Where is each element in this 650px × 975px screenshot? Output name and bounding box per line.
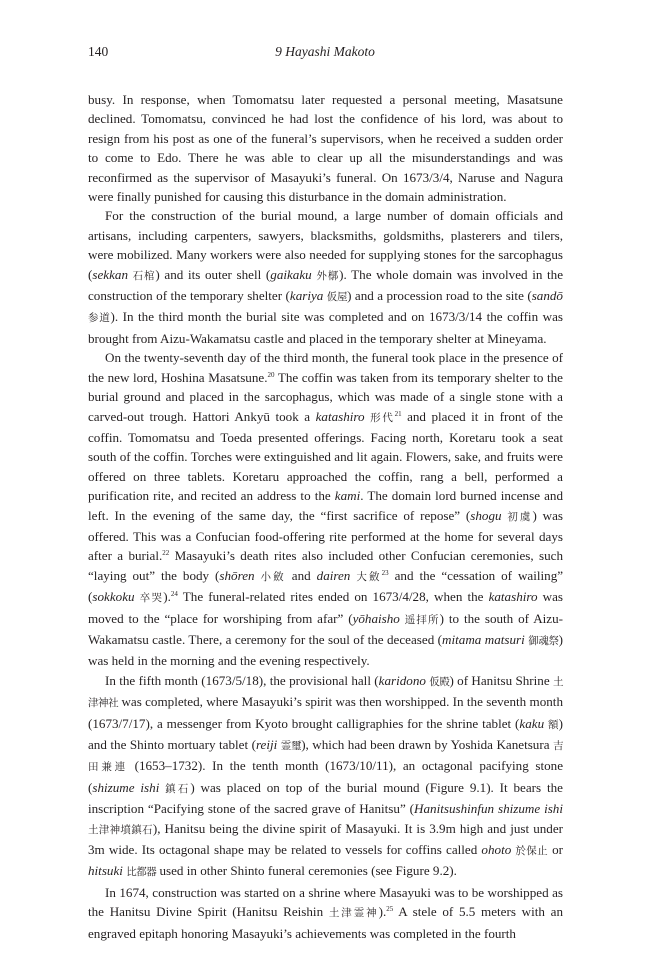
- text-run: ) and a procession road to the site (: [347, 288, 532, 304]
- japanese-term: 仮屋: [326, 291, 348, 304]
- italic-term: kami: [334, 488, 361, 504]
- japanese-term: 土津神墳鎮石: [88, 823, 153, 836]
- text-run: used in other Shinto funeral ceremonies (see Figure 9.2).: [156, 863, 457, 879]
- italic-term: sandō: [531, 288, 563, 304]
- japanese-term: 御魂祭: [528, 634, 559, 647]
- text-run: ).: [163, 589, 171, 605]
- japanese-term: 参道: [88, 312, 111, 325]
- japanese-term: 土津神社: [88, 675, 563, 710]
- italic-term: shogu: [470, 507, 502, 523]
- text-run: In the fifth month (1673/5/18), the provisional hall (: [105, 672, 379, 688]
- text-run: was completed, where Masayuki’s spirit was then worshipped. In the seventh month (1673/7/17), a messenger from Kyoto brought calligraphies for the shrine tablet (: [88, 694, 563, 731]
- text-run: In 1674, construction was started on a shrine where Masayuki was to be worshipped as the Hanitsu Divine Spirit (Hanitsu Reishin: [88, 884, 563, 920]
- paragraph: [88, 206, 563, 348]
- page-header: [0, 44, 650, 64]
- italic-term: gaikaku: [270, 266, 312, 282]
- text-run: A stele of 5.5 meters with an engraved epitaph honoring Masayuki’s achievements was completed in the fourth: [88, 904, 564, 941]
- text-run: . The domain lord burned incense and left. In the evening of the same day, the “first sacrifice of repose” (: [88, 488, 563, 523]
- japanese-term: 外槨: [316, 269, 340, 282]
- italic-term: shōren: [219, 567, 255, 583]
- footnote-ref: 20: [267, 370, 275, 379]
- text-run: and placed it in front of the coffin. Tomomatsu and Toeda presented offerings. Facing north, Koretaru took a seat south of the coffin. Torches were extinguished and lit again. Flowers, sake, and fruits were offered on three tablets. Koretaru approached the coffin, rang a bell, performed a purification rite, and recited an address to the: [88, 408, 563, 504]
- paragraph: [88, 348, 563, 671]
- italic-term: karidono: [378, 672, 426, 688]
- japanese-term: 形代: [370, 411, 395, 424]
- body-text: [88, 90, 563, 943]
- italic-term: kariya: [289, 288, 324, 304]
- footnote-ref: 21: [394, 409, 402, 418]
- japanese-term: 吉田兼連: [88, 740, 564, 774]
- footnote-ref: 24: [170, 590, 178, 599]
- italic-term: sokkoku: [92, 589, 135, 605]
- italic-term: reiji: [255, 737, 278, 752]
- japanese-term: 霊璽: [280, 740, 302, 752]
- japanese-term: 額: [548, 718, 559, 731]
- text-run: (1653–1732). In the tenth month (1673/10/11), an octagonal pacifying stone (: [88, 758, 564, 795]
- text-run: ), Hanitsu being the divine spirit of Masayuki. It is 3.9m high and just under 3m wide. Its octagonal shape may be related to vessels for coffins called: [88, 820, 564, 858]
- footnote-ref: 22: [162, 549, 170, 558]
- japanese-term: 於保止: [515, 845, 548, 858]
- italic-term: kaku: [519, 715, 545, 731]
- italic-term: ohoto: [481, 842, 512, 858]
- text-run: ) of Hanitsu Shrine: [449, 672, 553, 688]
- text-run: ) and its outer shell (: [155, 266, 271, 282]
- text-run: and: [285, 567, 317, 583]
- japanese-term: 仮殿: [429, 675, 450, 688]
- japanese-term: 土津霊神: [328, 907, 379, 920]
- japanese-term: 卒哭: [139, 592, 164, 605]
- paragraph: [88, 671, 563, 883]
- running-head: 9 Hayashi Makoto: [275, 44, 375, 59]
- text-run: ). The whole domain was involved in the construction of the temporary shelter (: [88, 266, 564, 304]
- italic-term: yōhaisho: [352, 610, 400, 626]
- text-run: ). In the third month the burial site was completed and on 1673/3/14 the coffin was brought from Aizu-Wakamatsu castle and placed in the temporary shelter at Mineyama.: [88, 309, 563, 346]
- text-run: Masayuki’s death rites also included other Confucian ceremonies, such “laying out” the body (: [88, 548, 564, 583]
- text-run: busy. In response, when Tomomatsu later requested a personal meeting, Masatsune declined. Tomomatsu, convinced he had lost the confidence of his lord, was about to resign from his post as one of the funeral’s supervisors, when he received a sudden order to come to Edo. There he was able to clear up all the misunderstandings and was reconfirmed as the supervisor of Masayuki’s funeral. On 1673/3/4, Naruse and Nagura were finally punished for causing this disturbance in the domain administration.: [88, 92, 563, 205]
- footnote-ref: 25: [386, 905, 394, 914]
- japanese-term: 比都器: [126, 866, 157, 879]
- italic-term: hitsuki: [88, 863, 123, 879]
- paragraph: [88, 883, 563, 943]
- japanese-term: 遥拝所: [404, 613, 440, 626]
- text-run: ) was held in the morning and the evening respectively.: [88, 631, 563, 669]
- text-run: ) was placed on top of the burial mound (Figure 9.1). It bears the inscription “Pacifying stone of the sacred grave of Hanitsu” (: [88, 779, 563, 817]
- italic-term: Hanitsushinfun shizume ishi: [414, 801, 563, 817]
- text-run: or: [547, 842, 564, 858]
- footnote-ref: 23: [381, 568, 389, 577]
- japanese-term: 小斂: [260, 570, 286, 583]
- italic-term: dairen: [316, 567, 351, 583]
- text-run: ) was offered. This was a Confucian food-offering rite performed at the home for several days after a burial.: [88, 507, 563, 564]
- text-run: For the construction of the burial mound, a large number of domain officials and artisans, including carpenters, sawyers, blacksmiths, goldsmiths, plasterers and tilers, were mobilized. Many workers were also needed for supplying stones for the sarcophagus (: [88, 208, 563, 282]
- italic-term: katashiro: [488, 589, 538, 605]
- text-run: was moved to the “place for worshiping from afar” (: [88, 589, 564, 626]
- text-run: and the “cessation of wailing” (: [88, 567, 564, 605]
- text-run: The funeral-related rites ended on 1673/4/28, when the: [177, 589, 489, 605]
- japanese-term: 石棺: [132, 269, 156, 282]
- italic-term: shizume ishi: [92, 779, 160, 795]
- italic-term: katashiro: [315, 408, 365, 424]
- japanese-term: 鎮石: [165, 782, 191, 795]
- text-run: ) and the Shinto mortuary tablet (: [88, 715, 563, 752]
- text-run: ) to the south of Aizu-Wakamatsu castle. There, a ceremony for the soul of the deceased (: [88, 610, 564, 647]
- page-number: 140: [88, 44, 109, 59]
- text-run: ).: [378, 904, 387, 920]
- paragraph: [88, 90, 563, 206]
- japanese-term: 大斂: [356, 570, 382, 583]
- italic-term: mitama matsuri: [442, 631, 525, 647]
- japanese-term: 初虞: [507, 510, 533, 523]
- text-run: The coffin was taken from its temporary shelter to the burial ground and placed in the sarcophagus, which was made of a single stone with a carved-out trough. Hattori Ankyū took a: [88, 369, 563, 424]
- italic-term: sekkan: [92, 266, 128, 282]
- text-run: ), which had been drawn by Yoshida Kanetsura: [301, 737, 554, 752]
- text-run: On the twenty-seventh day of the third month, the funeral took place in the presence of the new lord, Hoshina Masatsune.: [88, 350, 563, 385]
